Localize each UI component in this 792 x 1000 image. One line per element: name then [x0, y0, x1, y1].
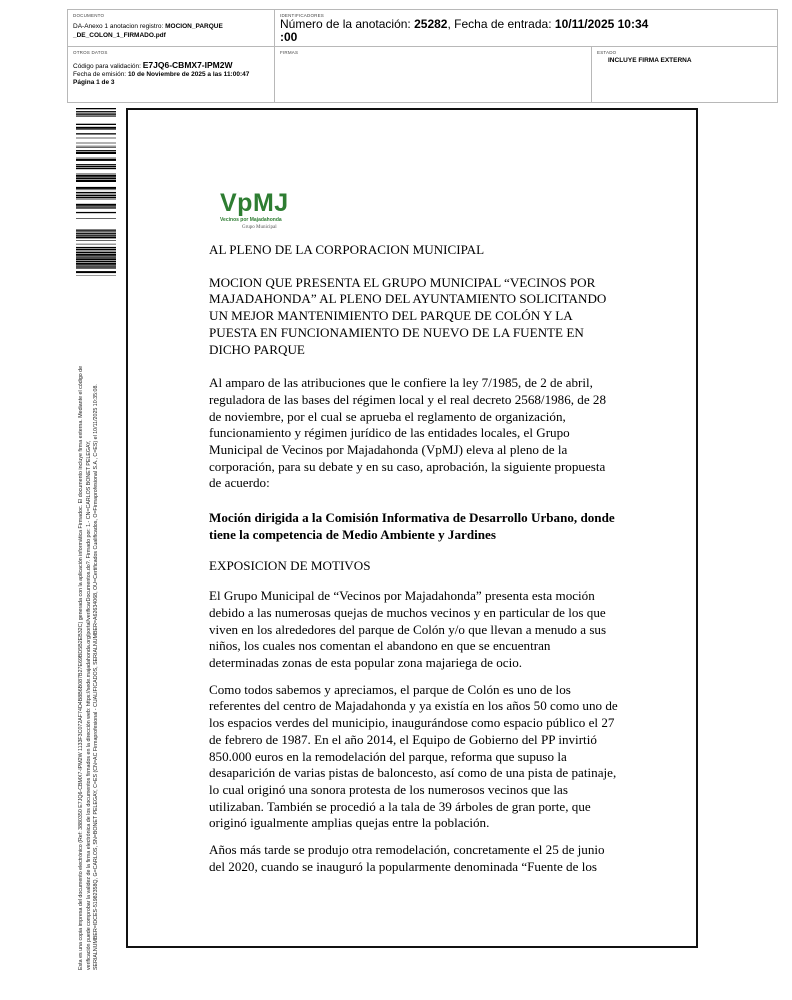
estado-cell — [592, 47, 777, 102]
sidebar-line-1: Esta es una copia impresa del documento electrónico (Ref: 3880350 E7JQ6-CBMX7-IPM2W 1133F3C072AF74D4B8B6B087B27E69BD5B2EB32C) generada con la aplicación informática Firmadoc. El documento incluye firma externa. Mediante el código de — [78, 365, 84, 970]
registro-time-end: :00 — [280, 30, 298, 44]
documento-label: DOCUMENTO — [73, 13, 105, 18]
emision-value: 10 de Noviembre de 2025 a las 11:00:47 — [127, 71, 250, 78]
barcode-image — [76, 108, 116, 276]
document-body — [209, 242, 619, 876]
document-page — [126, 108, 698, 948]
doc-title: MOCION QUE PRESENTA EL GRUPO MUNICIPAL “VECINOS POR MAJADAHONDA” AL PLENO DEL AYUNTAMIENTO SOLICITANDO UN MEJOR MANTENIMIENTO DEL PARQUE DE COLÓN Y LA PUESTA EN FUNCIONAMIENTO DE NUEVO DE LA FUENTE EN DICHO PARQUE — [209, 274, 607, 357]
documento-cell — [68, 10, 275, 47]
logo-main-text: VpMJ — [220, 189, 289, 217]
registry-header — [67, 9, 778, 103]
emision-line: Fecha de emisión: 10 de Noviembre de 2025 a las 11:00:47 — [73, 71, 250, 78]
estado-label: ESTADO — [597, 50, 617, 55]
logo-subtitle-2: Grupo Municipal — [242, 225, 277, 230]
documento-file-1: MOCION_PARQUE — [165, 23, 223, 30]
doc-bold-statement: Moción dirigida a la Comisión Informativa de Desarrollo Urbano, donde tiene la competencia de Medio Ambiente y Jardines — [209, 510, 615, 542]
logo-subtitle: Vecinos por Majadahonda — [220, 217, 282, 223]
registro-date: 10/11/2025 10:34 — [554, 17, 649, 31]
doc-paragraph-2: El Grupo Municipal de “Vecinos por Majadahonda” presenta esta moción debido a las numerosas quejas de muchos vecinos y en particular de los que viven en los alrededores del parque de Colón y/o que llevan a menudo a sus niños, los cuales nos comentan el abandono en que se encuentran determinadas zonas de esta popular zona majariega de ocio. — [209, 588, 607, 671]
codigo-line: Código para validación: E7JQ6-CBMX7-IPM2W — [73, 60, 233, 70]
sidebar-line-2: verificación puede comprobar la validez de la firma electrónica de los documentos firmados en la dirección web: https://sede.majadahonda.org/portal/verificarDocumentos.do?. Firmado por: 1.- CN=CARLOS BONET PELEGAY, — [85, 440, 92, 970]
verification-sidebar — [78, 280, 118, 970]
documento-file-2: _DE_COLON_1_FIRMADO.pdf — [73, 32, 166, 39]
otros-datos-cell — [68, 47, 275, 102]
documento-value: DA-Anexo 1 anotacion registro: — [73, 23, 164, 30]
estado-value: INCLUYE FIRMA EXTERNA — [608, 57, 692, 64]
registro-line: Número de la anotación: 25282, Fecha de entrada: 10/11/2025 10:34 — [280, 17, 649, 31]
pagina: Página 1 de 3 — [73, 79, 115, 86]
doc-section-heading: EXPOSICION DE MOTIVOS — [209, 557, 371, 573]
firmas-cell — [275, 47, 592, 102]
otros-datos-label: OTROS DATOS — [73, 50, 108, 55]
identificadores-label: IDENTIFICADORES — [280, 13, 325, 18]
doc-heading: AL PLENO DE LA CORPORACION MUNICIPAL — [209, 242, 485, 257]
firmas-label: FIRMAS — [280, 50, 299, 55]
registro-number: 25282 — [414, 17, 448, 31]
identificadores-cell — [275, 10, 777, 47]
doc-paragraph-3: Como todos sabemos y apreciamos, el parque de Colón es uno de los referentes del centro de Majadahonda y ya existía en los años 50 como uno de los espacios verdes del municipio, inaugurándose como espacio público el 27 de febrero de 1987. En el año 2014, el Equipo de Gobierno del PP invirtió 850.000 euros en la remodelación del parque, reforma que supuso la desaparición de varias pistas de baloncesto, así como de una pista de patinaje, lo cual originó una sonora protesta de los numerosos vecinos que las utilizaban. También se procedió a la tala de 39 árboles de gran porte, que originó igualmente amplias quejas entre la población. — [209, 681, 618, 831]
sidebar-line-3: SERIALNUMBER=IDCES-51982358Q, G=CARLOS, SN=BONET PELEGAY, C=ES (CN=AC Firmaprofesional - CUALIFICADOS, SERIALNUMBER=A62634068, OU=Certificados Cualificados, O=Firmaprofesional S.A., C=ES) el 10/11/2025 10:35:08. — [93, 384, 100, 970]
codigo-value: E7JQ6-CBMX7-IPM2W — [142, 60, 233, 70]
doc-paragraph-1: Al amparo de las atribuciones que le confiere la ley 7/1985, de 2 de abril, reguladora de las bases del régimen local y el real decreto 2568/1986, de 28 de noviembre, por el cual se aprueba el reglamento de organización, funcionamiento y régimen jurídico de las entidades locales, el Grupo Municipal de Vecinos por Majadahonda (VpMJ) eleva al pleno de la corporación, para su debate y en su caso, aprobación, la siguiente propuesta de acuerdo: — [209, 375, 607, 491]
vpmj-logo — [220, 190, 310, 234]
doc-paragraph-4: Años más tarde se produjo otra remodelación, concretamente el 25 de junio del 2020, cuando se inauguró la popularmente denominada “Fuente de los — [209, 842, 605, 874]
